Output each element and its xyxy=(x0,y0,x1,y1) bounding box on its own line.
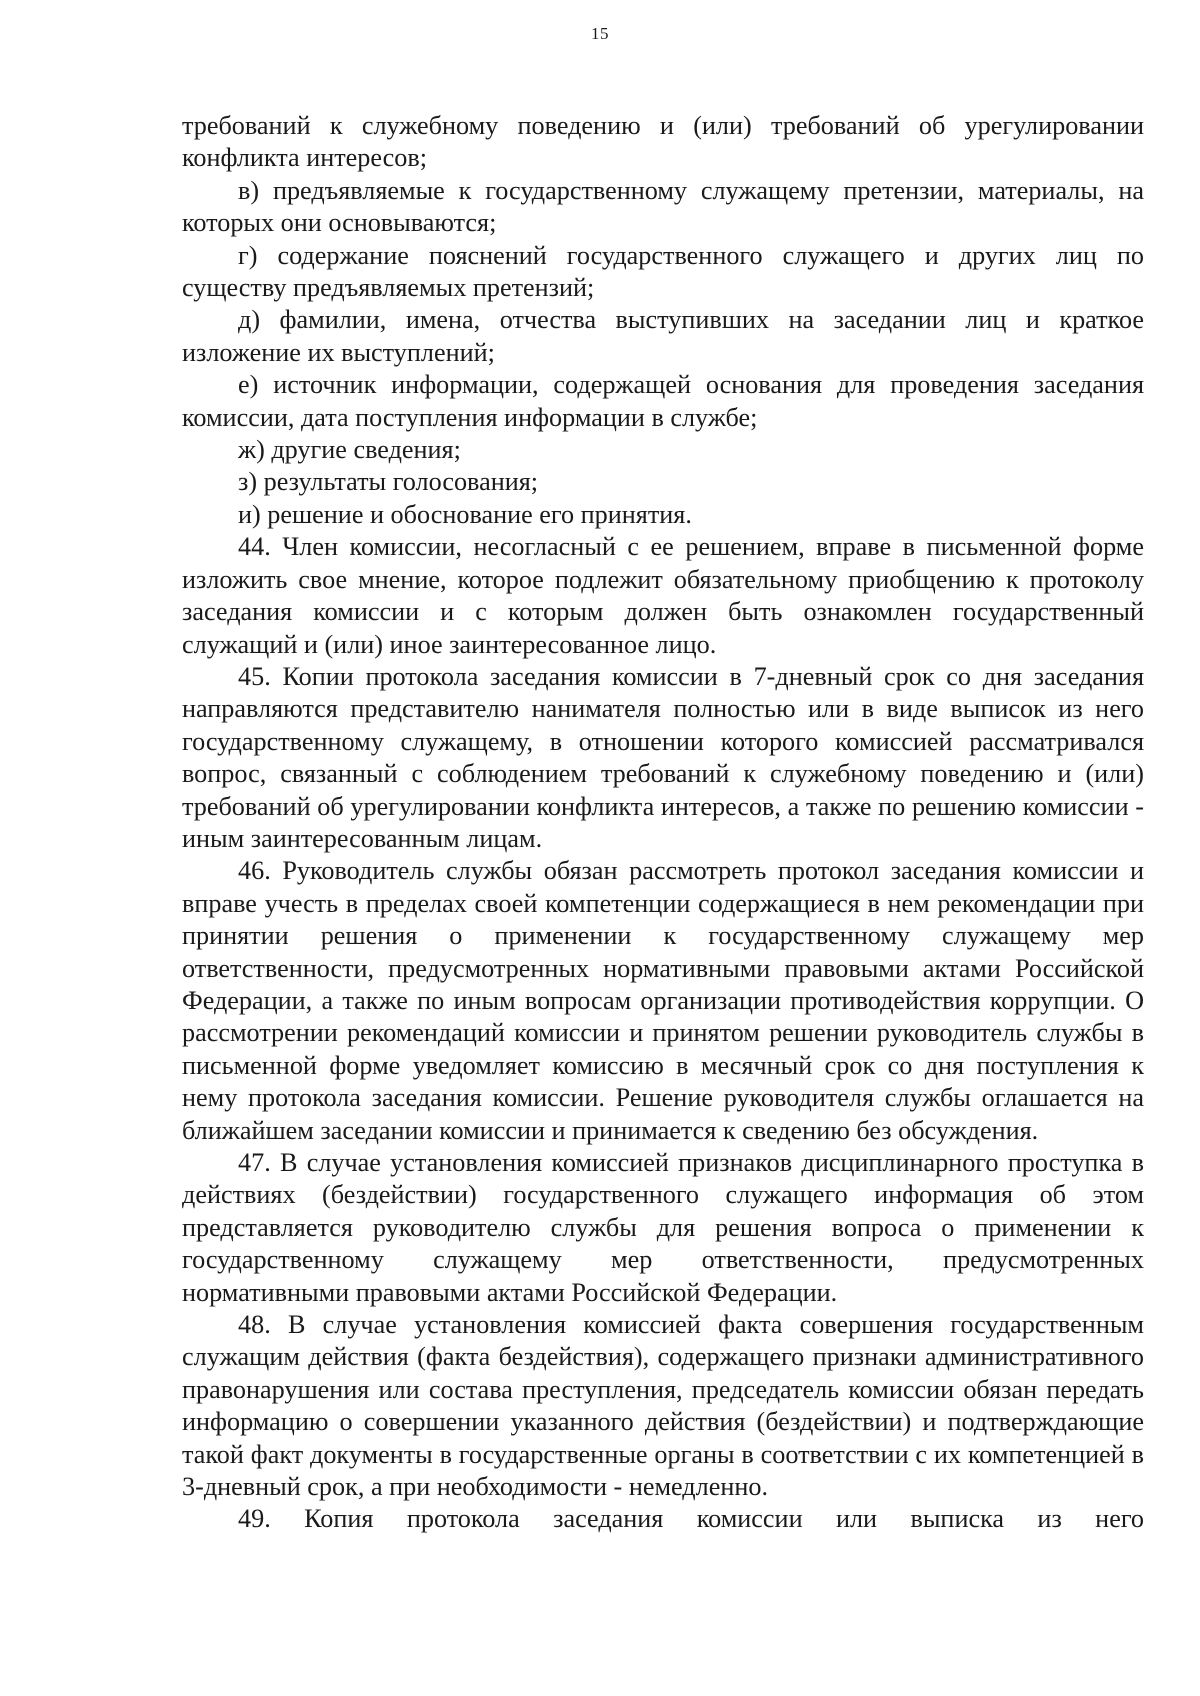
clause-49: 49. Копия протокола заседания комиссии или выписка из него xyxy=(238,1504,1144,1534)
list-item-i: и) решение и обоснование его принятия. xyxy=(238,499,692,529)
list-item-e: е) источник информации, содержащей основания для проведения заседания комиссии, дата поступления информации в службе; xyxy=(182,370,1144,432)
paragraph-continuation: требований к служебному поведению и (или) требований об урегулировании конфликта интересов; xyxy=(182,111,1144,173)
document-body xyxy=(182,110,1144,1536)
clause-47: 47. В случае установления комиссией признаков дисциплинарного проступка в действиях (бездействии) государственного служащего информация об этом представляется руководителю службы для решения вопроса о применении к государственному служащему мер ответственности, предусмотренных нормативными правовыми актами Российской Федерации. xyxy=(182,1148,1144,1307)
clause-48: 48. В случае установления комиссией факта совершения государственным служащим действия (факта бездействия), содержащего признаки административного правонарушения или состава преступления, председатель комиссии обязан передать информацию о совершении указанного действия (бездействии) и подтверждающие такой факт документы в государственные органы в соответствии с их компетенцией в 3-дневный срок, а при необходимости - немедленно. xyxy=(182,1310,1144,1502)
clause-45: 45. Копии протокола заседания комиссии в 7-дневный срок со дня заседания направляются представителю нанимателя полностью или в виде выписок из него государственному служащему, в отношении которого комиссией рассматривался вопрос, связанный с соблюдением требований к служебному поведению и (или) требований об урегулировании конфликта интересов, а также по решению комиссии - иным заинтересованным лицам. xyxy=(182,661,1144,853)
page-number: 15 xyxy=(591,24,609,43)
list-item-zh: ж) другие сведения; xyxy=(238,435,461,465)
list-item-d: д) фамилии, имена, отчества выступивших на заседании лиц и краткое изложение их выступлений; xyxy=(182,305,1144,367)
list-item-z: з) результаты голосования; xyxy=(238,467,539,497)
clause-46: 46. Руководитель службы обязан рассмотреть протокол заседания комиссии и вправе учесть в пределах своей компетенции содержащиеся в нем рекомендации при принятии решения о применении к государственному служащему мер ответственности, предусмотренных нормативными правовыми актами Российской Федерации, а также по иным вопросам организации противодействия коррупции. О рассмотрении рекомендаций комиссии и принятом решении руководитель службы в письменной форме уведомляет комиссию в месячный срок со дня поступления к нему протокола заседания комиссии. Решение руководителя службы оглашается на ближайшем заседании комиссии и принимается к сведению без обсуждения. xyxy=(182,856,1144,1145)
list-item-v: в) предъявляемые к государственному служащему претензии, материалы, на которых они основываются; xyxy=(182,175,1144,238)
clause-44: 44. Член комиссии, несогласный с ее решением, вправе в письменной форме изложить свое мнение, которое подлежит обязательному приобщению к протоколу заседания комиссии и с которым должен быть ознакомлен государственный служащий и (или) иное заинтересованное лицо. xyxy=(182,532,1144,659)
list-item-g: г) содержание пояснений государственного служащего и других лиц по существу предъявляемых претензий; xyxy=(182,240,1144,303)
